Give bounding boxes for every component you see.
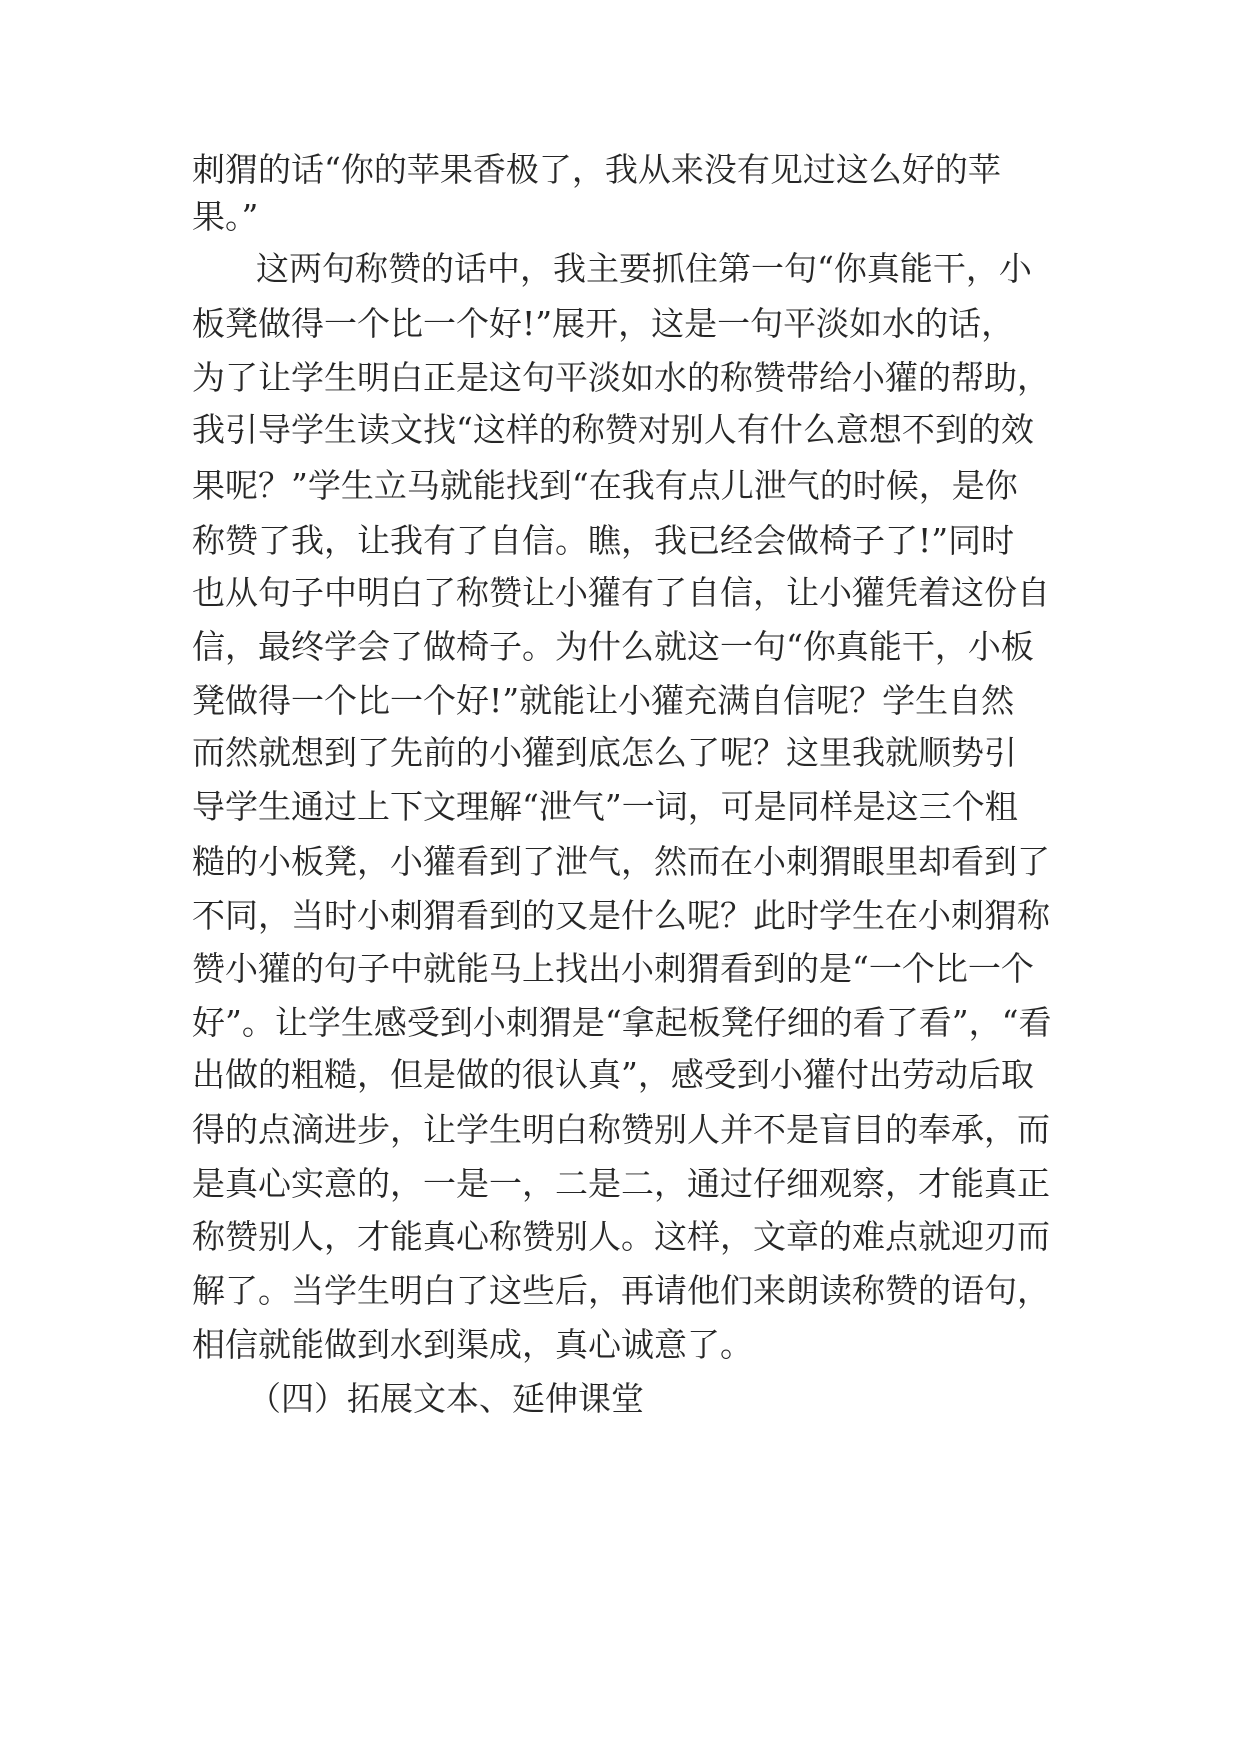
text-line-7: 果呢？”学生立马就能找到“在我有点儿泄气的时候，是你 — [192, 466, 1018, 505]
text-line-13: 导学生通过上下文理解“泄气”一词，可是同样是这三个粗 — [192, 787, 1018, 826]
text-line-5: 为了让学生明白正是这句平淡如水的称赞带给小獾的帮助， — [192, 358, 1050, 397]
text-line-9: 也从句子中明白了称赞让小獾有了自信，让小獾凭着这份自 — [192, 573, 1050, 612]
text-line-19: 得的点滴进步，让学生明白称赞别人并不是盲目的奉承，而 — [192, 1110, 1050, 1149]
text-line-1: 刺猬的话“你的苹果香极了，我从来没有见过这么好的苹 — [192, 150, 1001, 189]
text-line-22: 解了。当学生明白了这些后，再请他们来朗读称赞的语句， — [192, 1271, 1050, 1310]
text-line-17: 好”。让学生感受到小刺猬是“拿起板凳仔细的看了看”，“看 — [192, 1003, 1052, 1042]
text-line-20: 是真心实意的，一是一，二是二，通过仔细观察，才能真正 — [192, 1164, 1050, 1203]
section-heading: （四）拓展文本、延伸课堂 — [248, 1379, 644, 1418]
text-line-10: 信，最终学会了做椅子。为什么就这一句“你真能干，小板 — [192, 627, 1034, 666]
text-line-12: 而然就想到了先前的小獾到底怎么了呢？这里我就顺势引 — [192, 733, 1017, 772]
text-line-6: 我引导学生读文找“这样的称赞对别人有什么意想不到的效 — [192, 410, 1034, 449]
text-line-23: 相信就能做到水到渠成，真心诚意了。 — [192, 1325, 753, 1364]
text-line-11: 凳做得一个比一个好!”就能让小獾充满自信呢？学生自然 — [192, 681, 1015, 720]
text-line-18: 出做的粗糙，但是做的很认真”，感受到小獾付出劳动后取 — [192, 1055, 1034, 1094]
text-line-8: 称赞了我，让我有了自信。瞧，我已经会做椅子了!”同时 — [192, 521, 1015, 560]
text-line-21: 称赞别人，才能真心称赞别人。这样，文章的难点就迎刃而 — [192, 1217, 1050, 1256]
text-line-16: 赞小獾的句子中就能马上找出小刺猬看到的是“一个比一个 — [192, 949, 1034, 988]
text-line-15: 不同，当时小刺猬看到的又是什么呢？此时学生在小刺猬称 — [192, 896, 1050, 935]
text-line-2: 果。” — [192, 197, 259, 236]
text-line-4: 板凳做得一个比一个好!”展开，这是一句平淡如水的话， — [192, 304, 1015, 343]
text-line-14: 糙的小板凳，小獾看到了泄气，然而在小刺猬眼里却看到了 — [192, 842, 1050, 881]
paragraph-start-line: 这两句称赞的话中，我主要抓住第一句“你真能干，小 — [256, 249, 1032, 288]
